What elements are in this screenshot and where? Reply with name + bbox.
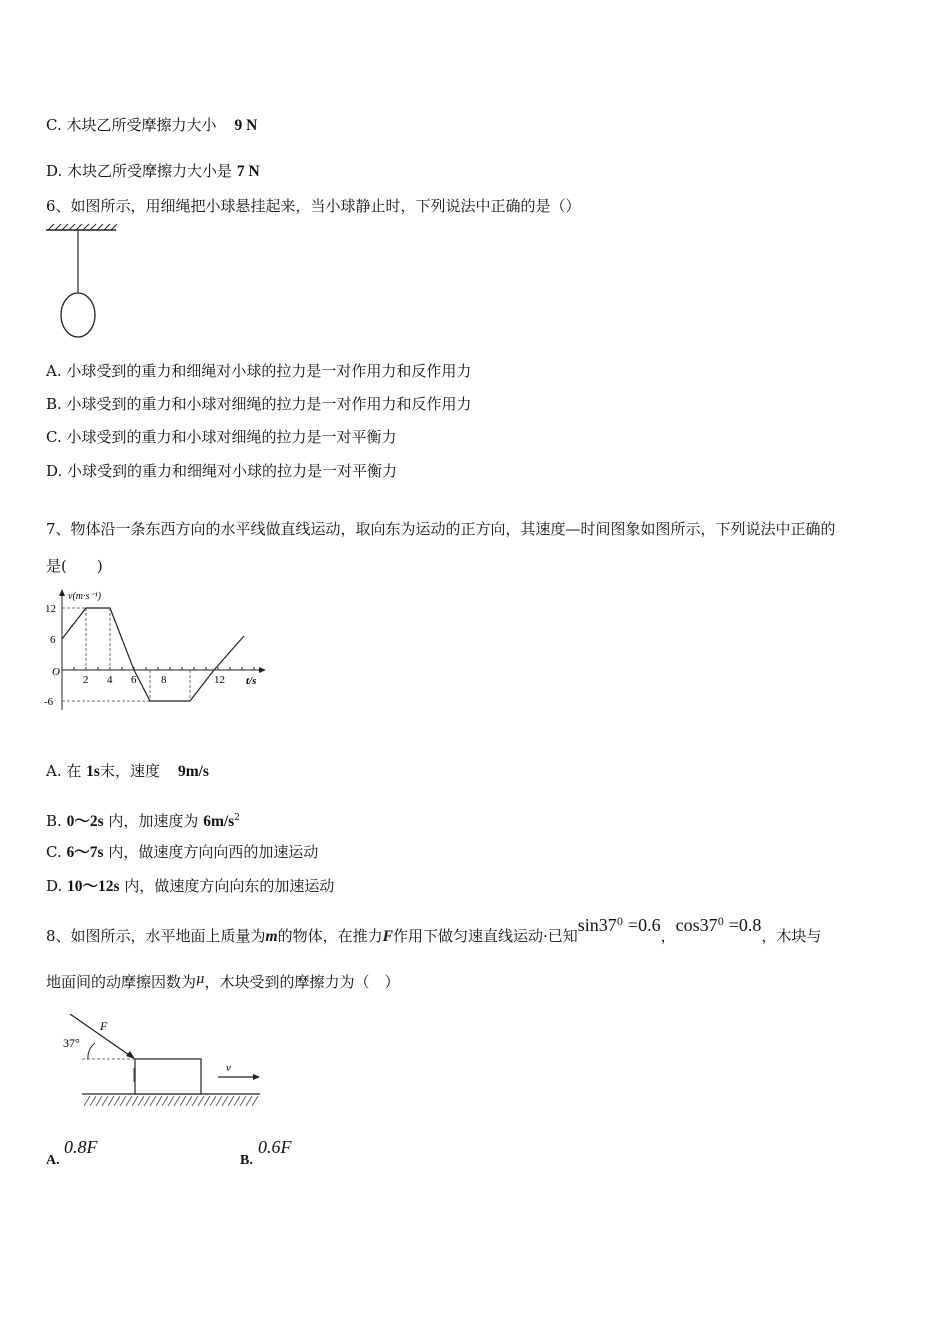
vt-graph — [40, 585, 270, 715]
q8-option-b: B. 0.6F — [240, 1137, 292, 1168]
t-axis-label: t/s — [246, 675, 257, 687]
q8-option-a: A. 0.8F — [46, 1137, 98, 1168]
hanging-ball-figure — [44, 222, 124, 342]
angle-arc — [88, 1043, 95, 1059]
angle-label: 37° — [63, 1036, 80, 1050]
guide-lines — [62, 608, 190, 701]
q6-option-b: B. 小球受到的重力和小球对细绳的拉力是一对作用力和反作用力 — [46, 395, 472, 413]
v-axis-label: v(m·s⁻¹) — [68, 591, 101, 602]
y-tick-6: 6 — [50, 634, 56, 646]
block — [135, 1059, 201, 1094]
x-tick-2: 2 — [83, 674, 89, 686]
q6-option-d: D. 小球受到的重力和细绳对小球的拉力是一对平衡力 — [46, 462, 398, 480]
q8-stem-line2: 地面间的动摩擦因数为μ，木块受到的摩擦力为（ ） — [46, 972, 400, 991]
x-tick-12: 12 — [214, 674, 225, 686]
force-arrowhead — [126, 1051, 135, 1059]
y-tick-neg6: -6 — [44, 696, 54, 708]
q5-option-c: C. 木块乙所受摩擦力大小 9 N — [46, 116, 258, 134]
q5-option-d: D. 木块乙所受摩擦力大小是 7 N — [46, 162, 260, 180]
q7-stem-line2: 是( ) — [46, 557, 103, 575]
x-tick-4: 4 — [107, 674, 113, 686]
q6-option-c: C. 小球受到的重力和小球对细绳的拉力是一对平衡力 — [46, 428, 397, 446]
ceiling-hatching — [48, 224, 117, 230]
q7-option-a: A. 在 1s末，速度 9m/s — [46, 762, 209, 780]
q6-stem: 6、如图所示，用细绳把小球悬挂起来，当小球静止时，下列说法中正确的是（） — [46, 197, 581, 215]
v-axis-arrow — [59, 589, 65, 596]
q7-option-d: D. 10～12s 内，做速度方向向东的加速运动 — [46, 877, 335, 895]
q8-stem-line1: 8、如图所示，水平地面上质量为m的物体，在推力F作用下做匀速直线运动·已知$\sin 37^0 =0.6$，$\cos 37^0 =0.8$，木块与 — [46, 915, 822, 945]
x-tick-8: 8 — [161, 674, 167, 686]
ground-hatching — [84, 1096, 258, 1106]
t-axis-arrow — [259, 667, 266, 673]
velocity-label: v — [226, 1062, 231, 1074]
y-tick-12: 12 — [45, 603, 56, 615]
block-force-figure — [60, 1010, 270, 1110]
q7-stem-line1: 7、物体沿一条东西方向的水平线做直线运动，取向东为运动的正方向，其速度—时间图象如图所示，下列说法中正确的 — [46, 520, 836, 538]
x-tick-6: 6 — [131, 674, 137, 686]
vt-curve — [62, 608, 244, 701]
force-label: F — [100, 1019, 108, 1033]
q7-option-c: C. 6～7s 内，做速度方向向西的加速运动 — [46, 843, 319, 861]
velocity-arrowhead — [253, 1074, 260, 1080]
q6-option-a: A. 小球受到的重力和细绳对小球的拉力是一对作用力和反作用力 — [46, 362, 472, 380]
origin-label: O — [52, 666, 60, 678]
q7-option-b: B. 0～2s 内，加速度为 $6m/s^2$ — [46, 812, 240, 830]
ball — [61, 293, 95, 337]
